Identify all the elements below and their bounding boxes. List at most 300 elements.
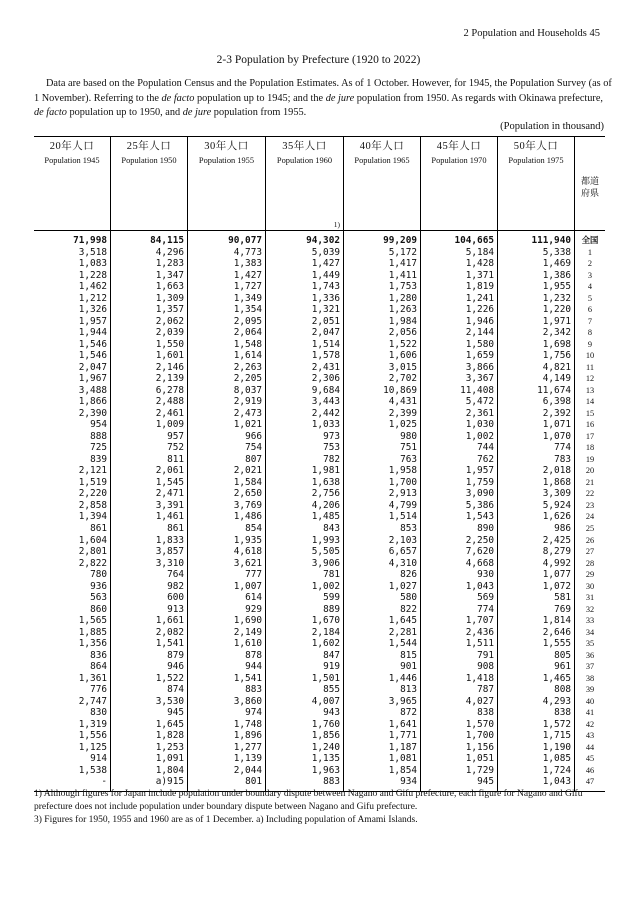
cell-value: 3,488 bbox=[78, 384, 107, 396]
cell-value: 764 bbox=[167, 569, 184, 581]
prefecture-code: 30 bbox=[585, 581, 595, 591]
cell-value: 5,039 bbox=[311, 246, 340, 258]
column-divider bbox=[265, 231, 266, 791]
cell-value: 1,361 bbox=[78, 672, 107, 684]
cell-value: 2,121 bbox=[78, 465, 107, 477]
prefecture-code: 10 bbox=[585, 351, 595, 361]
cell-value: 1,545 bbox=[155, 476, 184, 488]
table-row bbox=[34, 776, 605, 788]
cell-value: 1,283 bbox=[155, 258, 184, 270]
cell-value: 3,443 bbox=[311, 396, 340, 408]
cell-value: 1,051 bbox=[465, 753, 494, 765]
cell-value: 1,556 bbox=[78, 730, 107, 742]
cell-value: 599 bbox=[323, 592, 340, 604]
cell-value: 1,519 bbox=[78, 476, 107, 488]
cell-value: 4,821 bbox=[542, 361, 571, 373]
cell-value: 104,665 bbox=[454, 235, 494, 246]
cell-value: 908 bbox=[477, 661, 494, 673]
cell-value: 961 bbox=[554, 661, 571, 673]
cell-value: 1,514 bbox=[388, 511, 417, 523]
cell-value: 2,425 bbox=[542, 534, 571, 546]
cell-value: 2,473 bbox=[233, 407, 262, 419]
cell-value: 1,319 bbox=[78, 718, 107, 730]
cell-value: 2,064 bbox=[233, 327, 262, 339]
cell-value: 1,729 bbox=[465, 764, 494, 776]
cell-value: 1,522 bbox=[388, 338, 417, 350]
cell-value: 1,427 bbox=[233, 269, 262, 281]
cell-value: 3,015 bbox=[388, 361, 417, 373]
table-row bbox=[34, 696, 605, 708]
table-row bbox=[34, 592, 605, 604]
cell-value: 1,606 bbox=[388, 350, 417, 362]
cell-value: 1,753 bbox=[388, 281, 417, 293]
cell-value: 7,620 bbox=[465, 546, 494, 558]
table-row bbox=[34, 477, 605, 489]
cell-value: 1,610 bbox=[233, 638, 262, 650]
cell-value: 1,357 bbox=[155, 304, 184, 316]
cell-value: 2,018 bbox=[542, 465, 571, 477]
prefecture-code: 47 bbox=[585, 777, 595, 787]
column-header-jp: 30年人口 bbox=[204, 141, 249, 152]
cell-value: 2,399 bbox=[388, 407, 417, 419]
cell-value: 2,747 bbox=[78, 695, 107, 707]
cell-value: 4,431 bbox=[388, 396, 417, 408]
cell-value: 1,511 bbox=[465, 638, 494, 650]
cell-value: 3,860 bbox=[233, 695, 262, 707]
cell-value: 6,278 bbox=[155, 384, 184, 396]
table-row bbox=[34, 742, 605, 754]
cell-value: 4,773 bbox=[233, 246, 262, 258]
cell-value: 872 bbox=[400, 707, 417, 719]
cell-value: 973 bbox=[323, 430, 340, 442]
cell-value: 1,085 bbox=[542, 753, 571, 765]
column-header-en: Population 1955 bbox=[198, 156, 255, 165]
cell-value: 1,002 bbox=[311, 580, 340, 592]
cell-value: 839 bbox=[90, 453, 107, 465]
prefecture-code: 15 bbox=[585, 408, 595, 418]
table-body bbox=[34, 231, 605, 791]
cell-value: 1,336 bbox=[311, 292, 340, 304]
cell-value: 1,083 bbox=[78, 258, 107, 270]
cell-value: 2,650 bbox=[233, 488, 262, 500]
cell-value: 2,488 bbox=[155, 396, 184, 408]
cell-value: 913 bbox=[167, 603, 184, 615]
cell-value: 843 bbox=[323, 523, 340, 534]
cell-value: 982 bbox=[167, 580, 184, 592]
prefecture-code: 14 bbox=[585, 397, 595, 407]
column-header-jp: 50年人口 bbox=[513, 141, 559, 152]
cell-value: 1,522 bbox=[155, 672, 184, 684]
cell-value: 3,518 bbox=[78, 246, 107, 258]
cell-value: 838 bbox=[554, 707, 571, 719]
table-row bbox=[34, 638, 605, 650]
table-row bbox=[34, 558, 605, 570]
table-row bbox=[34, 604, 605, 616]
column-header-en: Population 1975 bbox=[508, 156, 564, 165]
cell-value: 581 bbox=[554, 592, 571, 604]
table-row bbox=[34, 523, 605, 535]
column-divider bbox=[343, 231, 344, 791]
prefecture-code: 22 bbox=[585, 489, 595, 499]
cell-value: 1,071 bbox=[542, 419, 571, 431]
cell-value: 1,550 bbox=[155, 338, 184, 350]
cell-value: 864 bbox=[90, 661, 107, 673]
cell-value: 4,799 bbox=[388, 499, 417, 511]
cell-value: 1,957 bbox=[78, 315, 107, 327]
cell-value: 1,070 bbox=[542, 430, 571, 442]
cell-value: 860 bbox=[90, 603, 107, 615]
cell-value: 3,621 bbox=[233, 557, 262, 569]
cell-value: 1,461 bbox=[155, 511, 184, 523]
cell-value: 2,250 bbox=[465, 534, 494, 546]
cell-value: 744 bbox=[477, 442, 494, 454]
cell-value: 1,546 bbox=[78, 338, 107, 350]
cell-value: 2,021 bbox=[233, 465, 262, 477]
prefecture-code: 41 bbox=[585, 708, 595, 718]
table-row bbox=[34, 753, 605, 765]
cell-value: 1,957 bbox=[465, 465, 494, 477]
cell-value: 929 bbox=[245, 603, 262, 615]
column-header-en: Population 1960 bbox=[276, 156, 333, 165]
prefecture-code: 9 bbox=[587, 339, 593, 349]
cell-value: 2,756 bbox=[311, 488, 340, 500]
cell-value: 1,814 bbox=[542, 615, 571, 627]
cell-value: 1,663 bbox=[155, 281, 184, 293]
cell-value: 890 bbox=[477, 523, 494, 534]
prefecture-code: 18 bbox=[585, 443, 595, 453]
cell-value: 600 bbox=[167, 592, 184, 604]
cell-value: 3,857 bbox=[155, 546, 184, 558]
cell-value: 1,309 bbox=[155, 292, 184, 304]
cell-value: 1,465 bbox=[542, 672, 571, 684]
column-header bbox=[188, 137, 266, 230]
cell-value: 879 bbox=[167, 649, 184, 661]
cell-value: 1,638 bbox=[311, 476, 340, 488]
cell-value: 777 bbox=[245, 569, 262, 581]
cell-value: 2,913 bbox=[388, 488, 417, 500]
cell-value: 2,822 bbox=[78, 557, 107, 569]
cell-value: 9,684 bbox=[311, 384, 340, 396]
cell-value: 946 bbox=[167, 661, 184, 673]
cell-value: 1,645 bbox=[155, 718, 184, 730]
cell-value: 4,992 bbox=[542, 557, 571, 569]
cell-value: 4,296 bbox=[155, 246, 184, 258]
column-divider bbox=[420, 231, 421, 791]
prefecture-code: 25 bbox=[585, 524, 595, 533]
cell-value: 1,543 bbox=[465, 511, 494, 523]
cell-value: 1,027 bbox=[388, 580, 417, 592]
page-header: 2 Population and Households 45 bbox=[463, 28, 600, 39]
cell-value: 2,061 bbox=[155, 465, 184, 477]
cell-value: 1,240 bbox=[311, 741, 340, 753]
cell-value: 8,037 bbox=[233, 384, 262, 396]
cell-value: 1,418 bbox=[465, 672, 494, 684]
population-table bbox=[34, 136, 605, 791]
cell-value: 5,338 bbox=[542, 246, 571, 258]
prefecture-code: 13 bbox=[585, 385, 595, 395]
cell-value: 1,383 bbox=[233, 258, 262, 270]
footnotes bbox=[34, 788, 604, 828]
cell-value: 780 bbox=[90, 569, 107, 581]
cell-value: 90,077 bbox=[228, 235, 262, 246]
cell-value: 1,971 bbox=[542, 315, 571, 327]
cell-value: 2,144 bbox=[465, 327, 494, 339]
table-row bbox=[34, 442, 605, 454]
column-header-jp: 35年人口 bbox=[282, 141, 327, 152]
column-divider bbox=[110, 231, 111, 791]
table-row bbox=[34, 650, 605, 662]
cell-value: 1,427 bbox=[311, 258, 340, 270]
cell-value: 1,760 bbox=[311, 718, 340, 730]
cell-value: 1,277 bbox=[233, 741, 262, 753]
cell-value: 1,417 bbox=[388, 258, 417, 270]
prefecture-code: 45 bbox=[585, 754, 595, 764]
cell-value: 1,700 bbox=[388, 476, 417, 488]
cell-value: 1,868 bbox=[542, 476, 571, 488]
cell-value: 945 bbox=[167, 707, 184, 719]
cell-value: 836 bbox=[90, 649, 107, 661]
cell-value: 1,771 bbox=[388, 730, 417, 742]
table-row bbox=[34, 362, 605, 374]
table-row bbox=[34, 511, 605, 523]
cell-value: 986 bbox=[554, 523, 571, 534]
cell-value: 6,657 bbox=[388, 546, 417, 558]
cell-value: 1,371 bbox=[465, 269, 494, 281]
column-header bbox=[34, 137, 111, 230]
cell-value: 2,471 bbox=[155, 488, 184, 500]
cell-value: 4,618 bbox=[233, 546, 262, 558]
cell-value: 2,436 bbox=[465, 626, 494, 638]
cell-value: 1,514 bbox=[311, 338, 340, 350]
cell-value: - bbox=[101, 776, 107, 788]
cell-value: 783 bbox=[554, 453, 571, 465]
cell-value: 1,446 bbox=[388, 672, 417, 684]
table-row bbox=[34, 316, 605, 328]
cell-value: 1,645 bbox=[388, 615, 417, 627]
cell-value: 1,091 bbox=[155, 753, 184, 765]
prefecture-code: 29 bbox=[585, 570, 595, 580]
table-row bbox=[34, 431, 605, 443]
table-row bbox=[34, 719, 605, 731]
table-row bbox=[34, 684, 605, 696]
cell-value: 944 bbox=[245, 661, 262, 673]
table-row bbox=[34, 408, 605, 420]
table-row bbox=[34, 373, 605, 385]
cell-value: 2,139 bbox=[155, 373, 184, 385]
cell-value: 966 bbox=[245, 430, 262, 442]
cell-value: 1,326 bbox=[78, 304, 107, 316]
cell-value: 807 bbox=[245, 453, 262, 465]
cell-value: 1,984 bbox=[388, 315, 417, 327]
cell-value: 1,555 bbox=[542, 638, 571, 650]
cell-value: 1,347 bbox=[155, 269, 184, 281]
cell-value: 1,030 bbox=[465, 419, 494, 431]
cell-value: 1,548 bbox=[233, 338, 262, 350]
cell-value: 2,056 bbox=[388, 327, 417, 339]
cell-value: 1,356 bbox=[78, 638, 107, 650]
cell-value: 1,756 bbox=[542, 350, 571, 362]
table-row bbox=[34, 281, 605, 293]
cell-value: 954 bbox=[90, 419, 107, 431]
cell-value: 94,302 bbox=[306, 235, 340, 246]
cell-value: 2,095 bbox=[233, 315, 262, 327]
cell-value: 5,184 bbox=[465, 246, 494, 258]
cell-value: 2,919 bbox=[233, 396, 262, 408]
cell-value: 943 bbox=[323, 707, 340, 719]
column-divider bbox=[187, 231, 188, 791]
table-row bbox=[34, 258, 605, 270]
cell-value: 1,241 bbox=[465, 292, 494, 304]
cell-value: 1,428 bbox=[465, 258, 494, 270]
cell-value: 1,572 bbox=[542, 718, 571, 730]
cell-value: 1,690 bbox=[233, 615, 262, 627]
cell-value: 1,828 bbox=[155, 730, 184, 742]
cell-value: 1,804 bbox=[155, 764, 184, 776]
column-header-en: Population 1950 bbox=[121, 156, 177, 165]
cell-value: 2,801 bbox=[78, 546, 107, 558]
prefecture-code: 2 bbox=[587, 259, 593, 269]
column-divider bbox=[497, 231, 498, 791]
cell-value: 1,072 bbox=[542, 580, 571, 592]
cell-value: 1,724 bbox=[542, 764, 571, 776]
cell-value: 1,626 bbox=[542, 511, 571, 523]
cell-value: 4,668 bbox=[465, 557, 494, 569]
table-row bbox=[34, 730, 605, 742]
prefecture-code: 26 bbox=[585, 535, 595, 545]
cell-value: 1,614 bbox=[233, 350, 262, 362]
prefecture-code: 42 bbox=[585, 719, 595, 729]
cell-value: 752 bbox=[167, 442, 184, 454]
cell-value: 945 bbox=[477, 776, 494, 788]
cell-value: 1,546 bbox=[78, 350, 107, 362]
prefecture-code: 全国 bbox=[581, 236, 599, 245]
column-header bbox=[266, 137, 344, 230]
cell-value: 2,390 bbox=[78, 407, 107, 419]
cell-value: 3,310 bbox=[155, 557, 184, 569]
prefecture-code: 24 bbox=[585, 512, 595, 522]
table-row bbox=[34, 454, 605, 466]
column-footnote-mark: 1) bbox=[333, 220, 340, 229]
prefecture-code: 37 bbox=[585, 662, 595, 672]
cell-value: 1,135 bbox=[311, 753, 340, 765]
prefecture-code: 34 bbox=[585, 627, 595, 637]
table-row bbox=[34, 385, 605, 397]
cell-value: 1,715 bbox=[542, 730, 571, 742]
cell-value: 854 bbox=[245, 523, 262, 534]
cell-value: 2,461 bbox=[155, 407, 184, 419]
cell-value: 774 bbox=[477, 603, 494, 615]
cell-value: 1,981 bbox=[311, 465, 340, 477]
cell-value: 2,263 bbox=[233, 361, 262, 373]
cell-value: 2,062 bbox=[155, 315, 184, 327]
cell-value: 3,530 bbox=[155, 695, 184, 707]
cell-value: 753 bbox=[323, 442, 340, 454]
cell-value: 10,869 bbox=[383, 384, 417, 396]
cell-value: 1,411 bbox=[388, 269, 417, 281]
table-row bbox=[34, 304, 605, 316]
table-row bbox=[34, 488, 605, 500]
table-row bbox=[34, 339, 605, 351]
cell-value: 847 bbox=[323, 649, 340, 661]
cell-value: 1,935 bbox=[233, 534, 262, 546]
cell-value: 1,449 bbox=[311, 269, 340, 281]
prefecture-code: 38 bbox=[585, 673, 595, 683]
cell-value: 1,541 bbox=[233, 672, 262, 684]
cell-value: 1,727 bbox=[233, 281, 262, 293]
prefecture-code: 27 bbox=[585, 547, 595, 557]
cell-value: 725 bbox=[90, 442, 107, 454]
cell-value: 580 bbox=[400, 592, 417, 604]
cell-value: 853 bbox=[400, 523, 417, 534]
footnote: 3) Figures for 1950, 1955 and 1960 are as of 1 December. a) Including population of Amami Islands. bbox=[34, 815, 418, 826]
column-header-en: Population 1970 bbox=[431, 156, 487, 165]
cell-value: 1,190 bbox=[542, 741, 571, 753]
cell-value: 1,033 bbox=[311, 419, 340, 431]
cell-value: 1,462 bbox=[78, 281, 107, 293]
table-row bbox=[34, 465, 605, 477]
cell-value: 808 bbox=[554, 684, 571, 696]
column-header bbox=[344, 137, 421, 230]
table-row bbox=[34, 569, 605, 581]
cell-value: 1,232 bbox=[542, 292, 571, 304]
cell-value: 1,394 bbox=[78, 511, 107, 523]
cell-value: 1,866 bbox=[78, 396, 107, 408]
cell-value: 1,212 bbox=[78, 292, 107, 304]
cell-value: 762 bbox=[477, 453, 494, 465]
prefecture-code: 32 bbox=[585, 604, 595, 614]
table-row bbox=[34, 270, 605, 282]
cell-value: 1,833 bbox=[155, 534, 184, 546]
cell-value: 71,998 bbox=[73, 235, 107, 246]
cell-value: 782 bbox=[323, 453, 340, 465]
unit-label: (Population in thousand) bbox=[500, 121, 604, 132]
cell-value: 5,472 bbox=[465, 396, 494, 408]
prefecture-code: 39 bbox=[585, 685, 595, 695]
prefecture-code: 16 bbox=[585, 420, 595, 430]
cell-value: 1,578 bbox=[311, 350, 340, 362]
cell-value: 2,442 bbox=[311, 407, 340, 419]
cell-value: 2,702 bbox=[388, 373, 417, 385]
cell-value: 1,748 bbox=[233, 718, 262, 730]
table-row bbox=[34, 293, 605, 305]
table-row bbox=[34, 615, 605, 627]
cell-value: 2,082 bbox=[155, 626, 184, 638]
cell-value: 805 bbox=[554, 649, 571, 661]
cell-value: 791 bbox=[477, 649, 494, 661]
cell-value: 3,391 bbox=[155, 499, 184, 511]
cell-value: 936 bbox=[90, 580, 107, 592]
cell-value: 99,209 bbox=[383, 235, 417, 246]
cell-value: 1,963 bbox=[311, 764, 340, 776]
cell-value: 563 bbox=[90, 592, 107, 604]
cell-value: 2,146 bbox=[155, 361, 184, 373]
table-row bbox=[34, 350, 605, 362]
cell-value: 974 bbox=[245, 707, 262, 719]
prefecture-code: 46 bbox=[585, 765, 595, 775]
cell-value: 751 bbox=[400, 442, 417, 454]
cell-value: 11,408 bbox=[460, 384, 494, 396]
table-row bbox=[34, 546, 605, 558]
cell-value: 813 bbox=[400, 684, 417, 696]
prefecture-code: 33 bbox=[585, 616, 595, 626]
cell-value: 769 bbox=[554, 603, 571, 615]
table-row bbox=[34, 765, 605, 777]
cell-value: 1,025 bbox=[388, 419, 417, 431]
cell-value: 84,115 bbox=[150, 235, 184, 246]
cell-value: 1,565 bbox=[78, 615, 107, 627]
cell-value: 2,044 bbox=[233, 764, 262, 776]
cell-value: 830 bbox=[90, 707, 107, 719]
